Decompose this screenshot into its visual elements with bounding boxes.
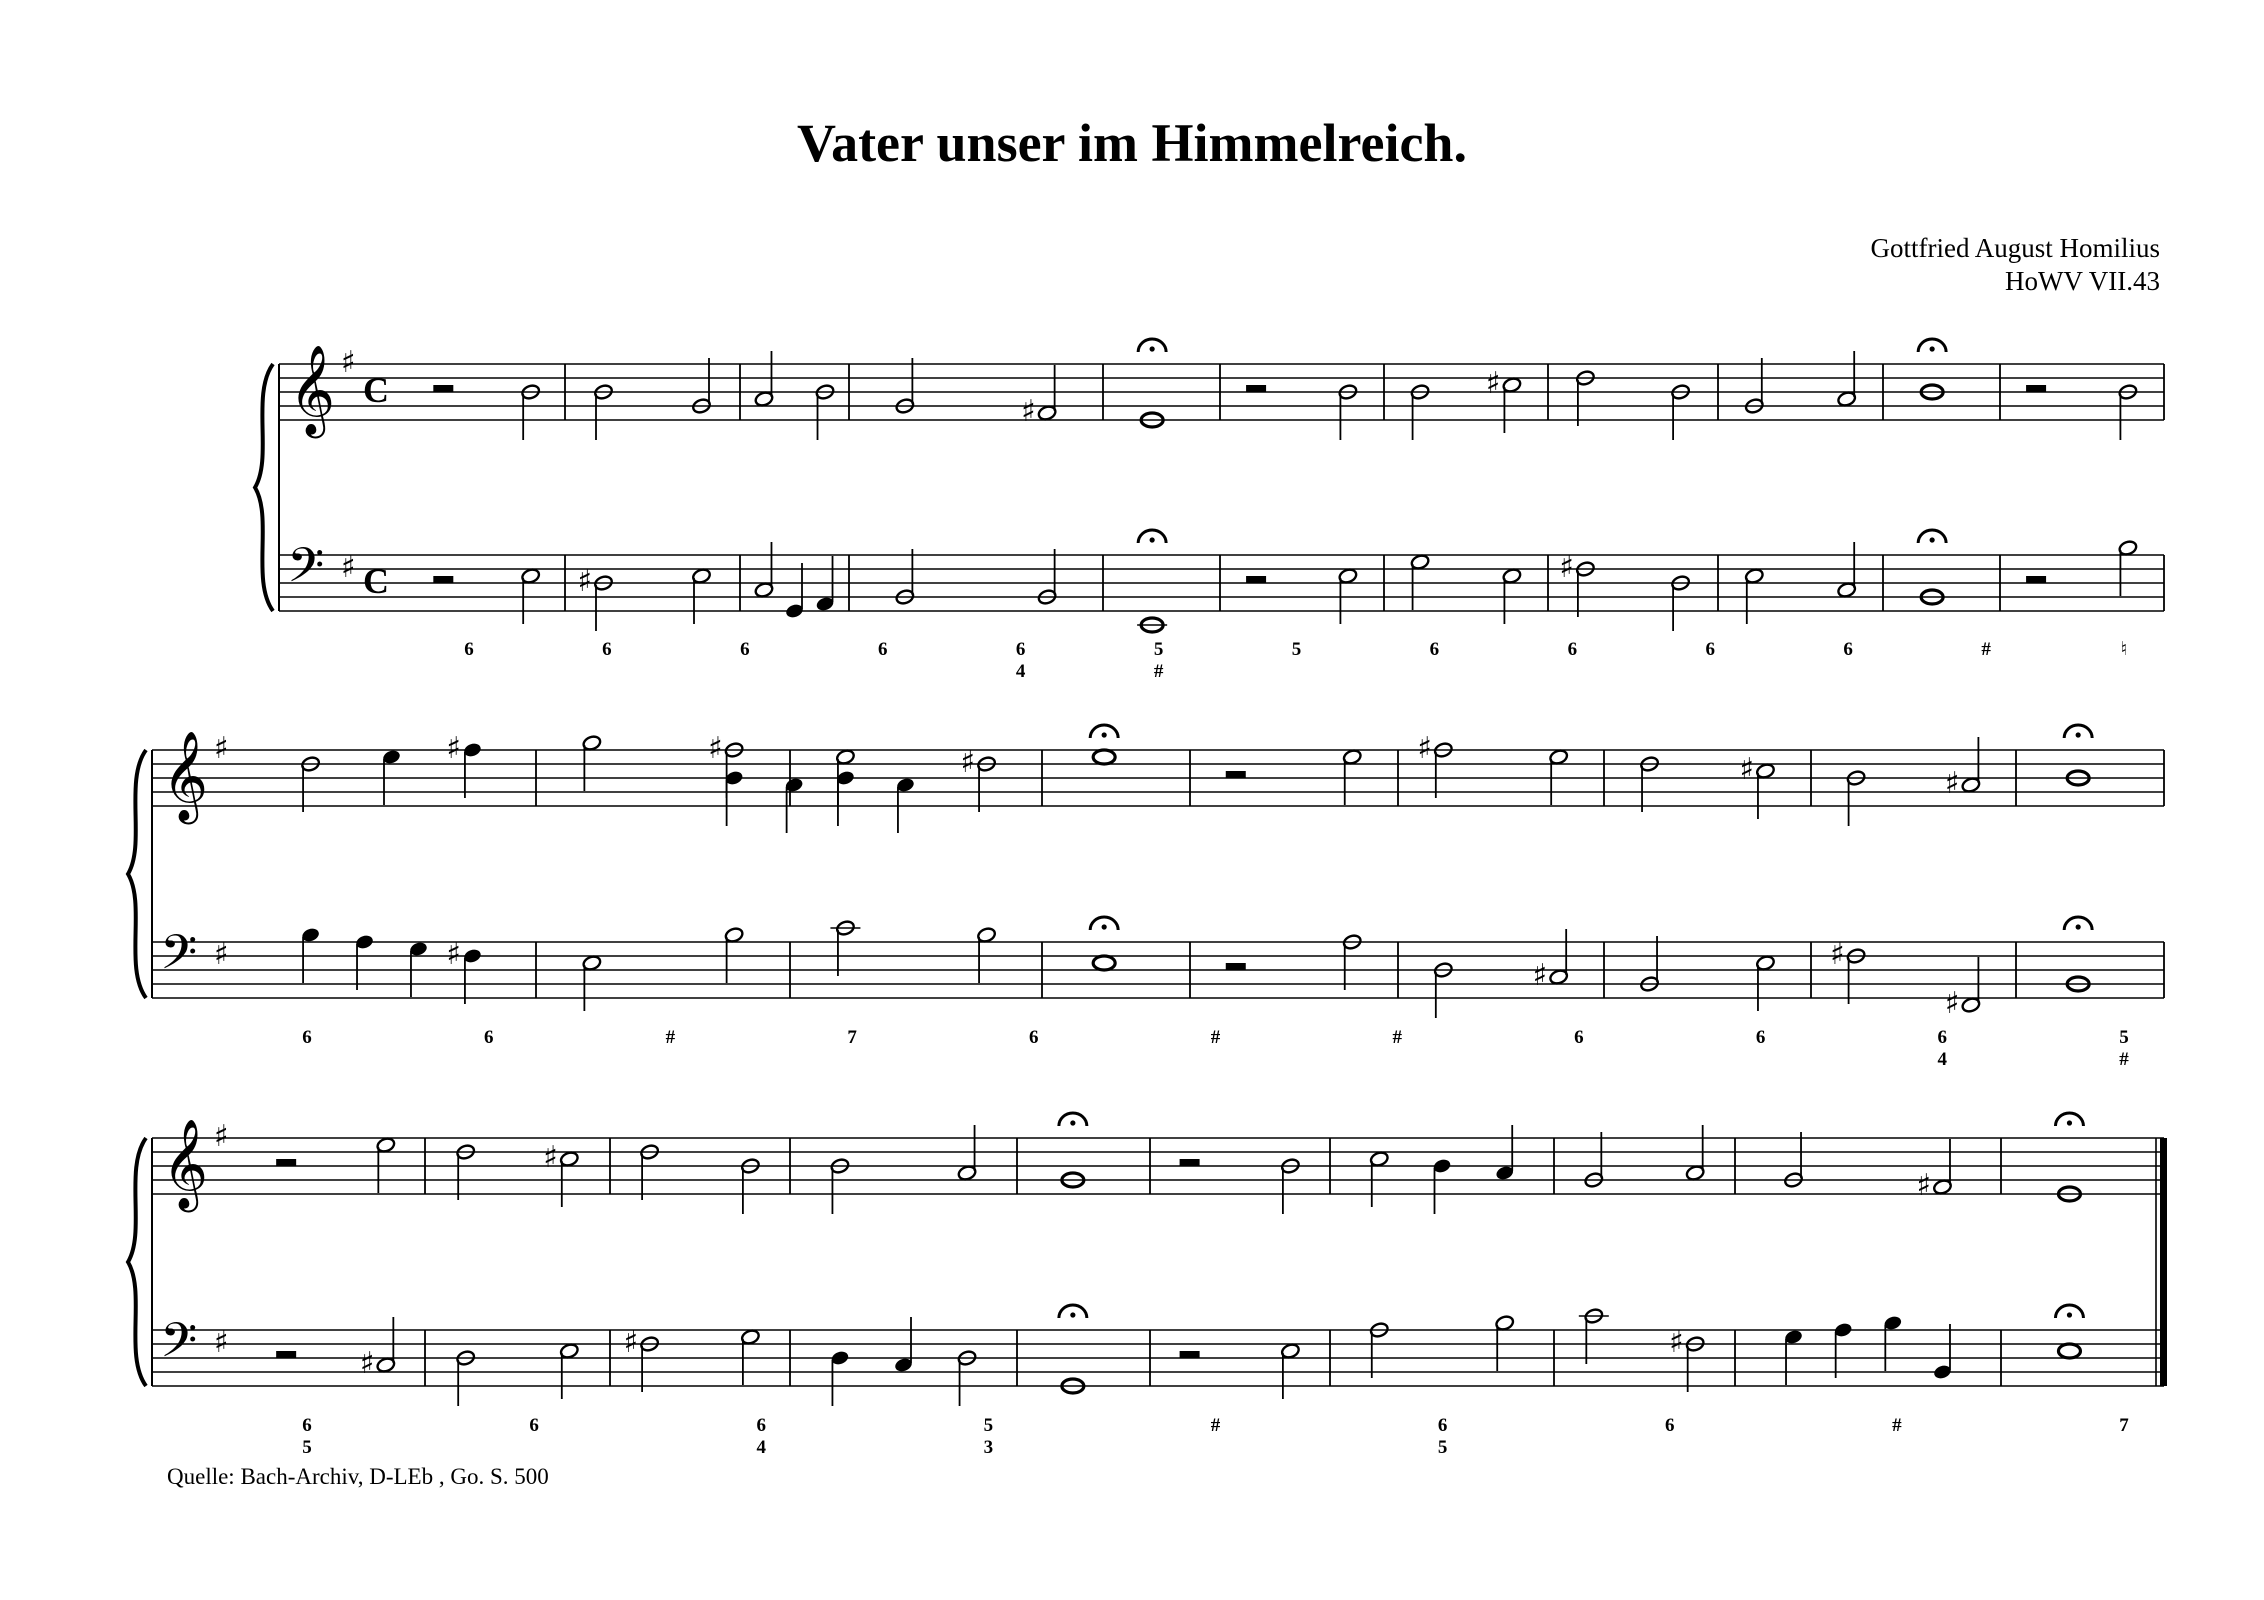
- system-3-figured-bass: #: [1210, 1415, 1221, 1436]
- system-1-figured-bass: 6: [1843, 639, 1853, 660]
- system-1-figured-bass: 6: [1705, 639, 1715, 660]
- system-1-figured-bass: 6: [602, 639, 612, 660]
- system-3-figured-bass: 3: [983, 1437, 994, 1458]
- system-2-m7-treble-sharp-accidental: ♯: [1739, 752, 1754, 787]
- system-3-m10-bass-fermata-dot: [2067, 1312, 2072, 1317]
- system-1-figured-bass: 6: [1429, 639, 1440, 660]
- composer-name: Gottfried August Homilius: [1870, 233, 2160, 263]
- system-2-figured-bass: 6: [1937, 1027, 1948, 1048]
- system-2-figured-bass: 5: [2119, 1027, 2129, 1048]
- system-3-m1-bass-half-rest: [276, 1351, 296, 1358]
- system-3-m1-bass-sharp-accidental: ♯: [359, 1346, 375, 1381]
- system-2-m5-bass-half-rest: [1226, 963, 1246, 970]
- system-1-m4-treble-sharp-accidental: ♯: [1021, 394, 1036, 429]
- system-1-figured-bass: 5: [1153, 639, 1164, 660]
- system-3-m10-treble-fermata-dot: [2067, 1120, 2072, 1125]
- system-3-figured-bass: 6: [1665, 1415, 1675, 1436]
- system-2-figured-bass: #: [1210, 1027, 1221, 1048]
- system-2-figured-bass: 7: [847, 1027, 857, 1048]
- system-1-treble-clef: 𝄞: [289, 345, 336, 435]
- system-3-final-barline-thick: [2160, 1138, 2167, 1386]
- system-2-figured-bass: 6: [302, 1027, 312, 1048]
- system-1-brace: [255, 364, 273, 611]
- system-1-m1-treble-half-rest: [433, 385, 453, 392]
- system-1-key-signature-bass: ♯: [341, 550, 356, 585]
- system-2-m9-bass-fermata-dot: [2076, 924, 2081, 929]
- system-1-figured-bass: #: [1153, 661, 1164, 682]
- system-1-m7-treble-sharp-accidental: ♯: [1485, 366, 1501, 401]
- system-2-m1-bass-sharp-accidental: ♯: [446, 937, 461, 972]
- system-2-m4-bass-fermata-dot: [1102, 924, 1107, 929]
- system-3-bass-clef: 𝄢: [160, 1312, 198, 1380]
- system-1-m10-treble-fermata-dot: [1930, 346, 1935, 351]
- system-2-figured-bass: 4: [1937, 1049, 1948, 1070]
- system-3-figured-bass: 7: [2119, 1415, 2129, 1436]
- system-3-m1-treble-half-rest: [276, 1159, 296, 1166]
- system-2-figured-bass: 6: [1029, 1027, 1039, 1048]
- system-3-m5-bass-fermata-dot: [1070, 1312, 1075, 1317]
- source-note: Quelle: Bach-Archiv, D-LEb , Go. S. 500: [167, 1464, 549, 1489]
- system-2-figured-bass: #: [665, 1027, 676, 1048]
- system-1-time-signature-bass: C: [363, 561, 389, 601]
- system-1-m5-treble-fermata-dot: [1150, 346, 1155, 351]
- system-2-key-signature-bass: ♯: [214, 937, 229, 972]
- system-2-m8-bass-sharp-accidental: ♯: [1830, 937, 1845, 972]
- system-1-m1-bass-half-rest: [433, 576, 453, 583]
- system-2-m4-treble-fermata-dot: [1102, 732, 1107, 737]
- system-2-figured-bass: #: [1392, 1027, 1402, 1048]
- system-3-figured-bass: 6: [302, 1415, 312, 1436]
- system-1-figured-bass: ♮: [2120, 639, 2128, 660]
- system-2-m8-bass-sharp-accidental: ♯: [1944, 986, 1960, 1021]
- system-2-bass-clef: 𝄢: [160, 924, 198, 992]
- system-2-treble-clef: 𝄞: [162, 731, 209, 821]
- system-3-figured-bass: #: [1892, 1415, 1902, 1436]
- system-2-m8-treble-sharp-accidental: ♯: [1944, 766, 1960, 801]
- system-2-m6-treble-sharp-accidental: ♯: [1417, 731, 1432, 766]
- system-2-m5-treble-half-rest: [1226, 771, 1246, 778]
- system-1-m11-treble-half-rest: [2026, 385, 2046, 392]
- system-2-m1-treble-sharp-accidental: ♯: [446, 731, 461, 766]
- system-2-figured-bass: 6: [1574, 1027, 1584, 1048]
- system-1-figured-bass: 4: [1015, 661, 1026, 682]
- system-3-m6-treble-half-rest: [1180, 1159, 1200, 1166]
- system-2-figured-bass: #: [2119, 1049, 2129, 1070]
- system-3-m2-treble-sharp-accidental: ♯: [543, 1140, 558, 1175]
- system-2-m4-bass-note-E3: [1093, 956, 1115, 970]
- system-2-key-signature-treble: ♯: [214, 731, 229, 766]
- system-1-m6-treble-half-rest: [1246, 385, 1266, 392]
- system-3-m6-bass-half-rest: [1180, 1351, 1200, 1358]
- system-1-key-signature-treble: ♯: [341, 345, 356, 380]
- system-1-m11-bass-half-rest: [2026, 576, 2046, 583]
- system-1-figured-bass: 5: [1291, 639, 1302, 660]
- system-3-key-signature-treble: ♯: [214, 1119, 229, 1154]
- system-2-m9-treble-fermata-dot: [2076, 732, 2081, 737]
- system-1-m2-bass-sharp-accidental: ♯: [577, 564, 593, 599]
- system-3-m5-treble-fermata-dot: [1070, 1120, 1075, 1125]
- system-1-figured-bass: #: [1981, 639, 1991, 660]
- system-3-key-signature-bass: ♯: [214, 1325, 229, 1360]
- system-3-m9-treble-sharp-accidental: ♯: [1916, 1168, 1932, 1203]
- system-1-figured-bass: 6: [740, 639, 750, 660]
- system-3-figured-bass: 6: [1437, 1415, 1448, 1436]
- page-title: Vater unser im Himmelreich.: [797, 113, 1467, 173]
- system-3-figured-bass: 6: [529, 1415, 539, 1436]
- system-2-m3-treble-sharp-accidental: ♯: [960, 745, 976, 780]
- system-3-figured-bass: 6: [756, 1415, 766, 1436]
- system-2-m2-treble-sharp-accidental: ♯: [708, 731, 723, 766]
- system-1-figured-bass: 6: [464, 639, 474, 660]
- system-1-figured-bass: 6: [878, 639, 888, 660]
- system-1-time-signature-treble: C: [363, 370, 389, 410]
- system-1-m10-bass-fermata-dot: [1930, 537, 1935, 542]
- system-3-figured-bass: 5: [302, 1437, 312, 1458]
- system-2-figured-bass: 6: [483, 1027, 494, 1048]
- system-1-bass-clef: 𝄢: [287, 537, 325, 605]
- system-2-m4-treble-note-E5: [1093, 750, 1115, 764]
- system-3-brace: [128, 1138, 146, 1386]
- system-3-figured-bass: 5: [983, 1415, 994, 1436]
- system-3-m10-bass-note-E3: [2058, 1344, 2080, 1358]
- system-1-figured-bass: 6: [1015, 639, 1026, 660]
- system-3-figured-bass: 5: [1437, 1437, 1448, 1458]
- system-3-treble-clef: 𝄞: [162, 1119, 209, 1209]
- catalog-number: HoWV VII.43: [2005, 266, 2160, 296]
- system-1-m5-bass-fermata-dot: [1150, 537, 1155, 542]
- system-3-figured-bass: 4: [756, 1437, 766, 1458]
- system-3-m3-bass-sharp-accidental: ♯: [623, 1325, 639, 1360]
- system-2-figured-bass: 6: [1755, 1027, 1766, 1048]
- system-3-m8-bass-sharp-accidental: ♯: [1669, 1325, 1684, 1360]
- system-2-brace: [128, 750, 146, 998]
- system-1-m8-bass-sharp-accidental: ♯: [1559, 550, 1574, 585]
- system-1-figured-bass: 6: [1567, 639, 1578, 660]
- system-1-m6-bass-half-rest: [1246, 576, 1266, 583]
- system-2-m6-bass-sharp-accidental: ♯: [1532, 958, 1548, 993]
